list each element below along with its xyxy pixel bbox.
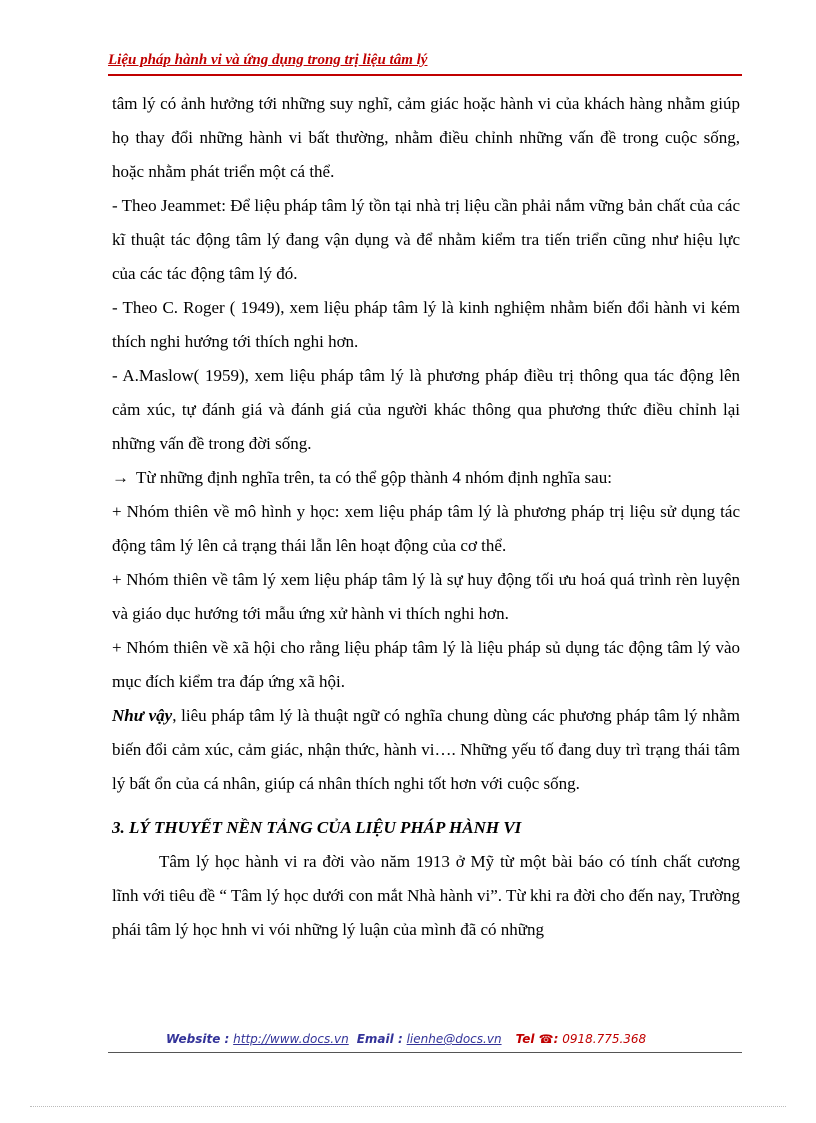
footer-divider xyxy=(108,1052,742,1053)
tel-label: Tel ☎: xyxy=(515,1032,559,1046)
tel-value: 0918.775.368 xyxy=(562,1032,647,1046)
page-bottom-edge xyxy=(30,1106,786,1107)
paragraph-jeammet: - Theo Jeammet: Để liệu pháp tâm lý tồn tại nhà trị liệu cần phải nắm vững bản chất của các kĩ thuật tác động tâm lý đang vận dụng và để nhằm kiểm tra tiến triển cũng như hiệu lực của các tác động tâm lý đó. xyxy=(112,196,740,283)
email-label: Email : xyxy=(356,1032,403,1046)
conclusion-paragraph xyxy=(112,699,740,801)
group-medical: + Nhóm thiên về mô hình y học: xem liệu pháp tâm lý là phương pháp trị liệu sử dụng tác động tâm lý lên cả trạng thái lẫn lên hoạt động của cơ thể. xyxy=(112,502,740,555)
paragraph-1: tâm lý có ảnh hưởng tới những suy nghĩ, cảm giác hoặc hành vi của khách hàng nhằm giúp họ thay đổi những hành vi bất thường, nhằm điều chỉnh những vấn đề trong cuộc sống, hoặc nhằm phát triển một cá thể. xyxy=(112,94,740,181)
conclusion-text: , liêu pháp tâm lý là thuật ngữ có nghĩa chung dùng các phương pháp tâm lý nhằm biến đổi cảm xúc, cảm giác, nhận thức, hành vi…. Những yếu tố đang duy trì trạng thái tâm lý bất ổn của cá nhân, giúp cá nhân thích nghi tốt hơn với cuộc sống. xyxy=(112,706,740,793)
group-social: + Nhóm thiên về xã hội cho rằng liệu pháp tâm lý là liệu pháp sủ dụng tác động tâm lý vào mục đích kiểm tra đáp ứng xã hội. xyxy=(112,638,740,691)
website-label: Website : xyxy=(166,1032,230,1046)
paragraph-maslow: - A.Maslow( 1959), xem liệu pháp tâm lý là phương pháp điều trị thông qua tác động lên cảm xúc, tự đánh giá và đánh giá của người khác thông qua phương thức điều chỉnh lại những vấn đề trong đời sống. xyxy=(112,366,740,453)
summary-line xyxy=(112,461,740,495)
section-paragraph: Tâm lý học hành vi ra đời vào năm 1913 ở Mỹ từ một bài báo có tính chất cương lĩnh với tiêu đề “ Tâm lý học dưới con mắt Nhà hành vi”. Từ khi ra đời cho đến nay, Trường phái tâm lý học hnh vi vói những lý luận của mình đã có những xyxy=(112,852,740,939)
header-divider xyxy=(108,74,742,76)
conclusion-lead: Như vậy xyxy=(112,706,173,725)
email-link[interactable]: lienhe@docs.vn xyxy=(406,1032,502,1046)
footer xyxy=(108,1032,742,1054)
group-psychological: + Nhóm thiên về tâm lý xem liệu pháp tâm lý là sự huy động tối ưu hoá quá trình rèn luyện và giáo dục hướng tới mẫu ứng xử hành vi thích nghi hơn. xyxy=(112,570,740,623)
paragraph-roger: - Theo C. Roger ( 1949), xem liệu pháp tâm lý là kinh nghiệm nhằm biến đổi hành vi kém thích nghi hướng tới thích nghi hơn. xyxy=(112,298,740,351)
right-arrow-icon: → xyxy=(112,468,129,487)
document-body xyxy=(112,87,740,947)
section-heading: 3. LÝ THUYẾT NỀN TẢNG CỦA LIỆU PHÁP HÀNH VI xyxy=(112,818,522,837)
summary-intro: Từ những định nghĩa trên, ta có thể gộp thành 4 nhóm định nghĩa sau: xyxy=(136,468,612,487)
website-link[interactable]: http://www.docs.vn xyxy=(233,1032,349,1046)
header-title: Liệu pháp hành vi và ứng dụng trong trị liệu tâm lý xyxy=(108,52,428,68)
